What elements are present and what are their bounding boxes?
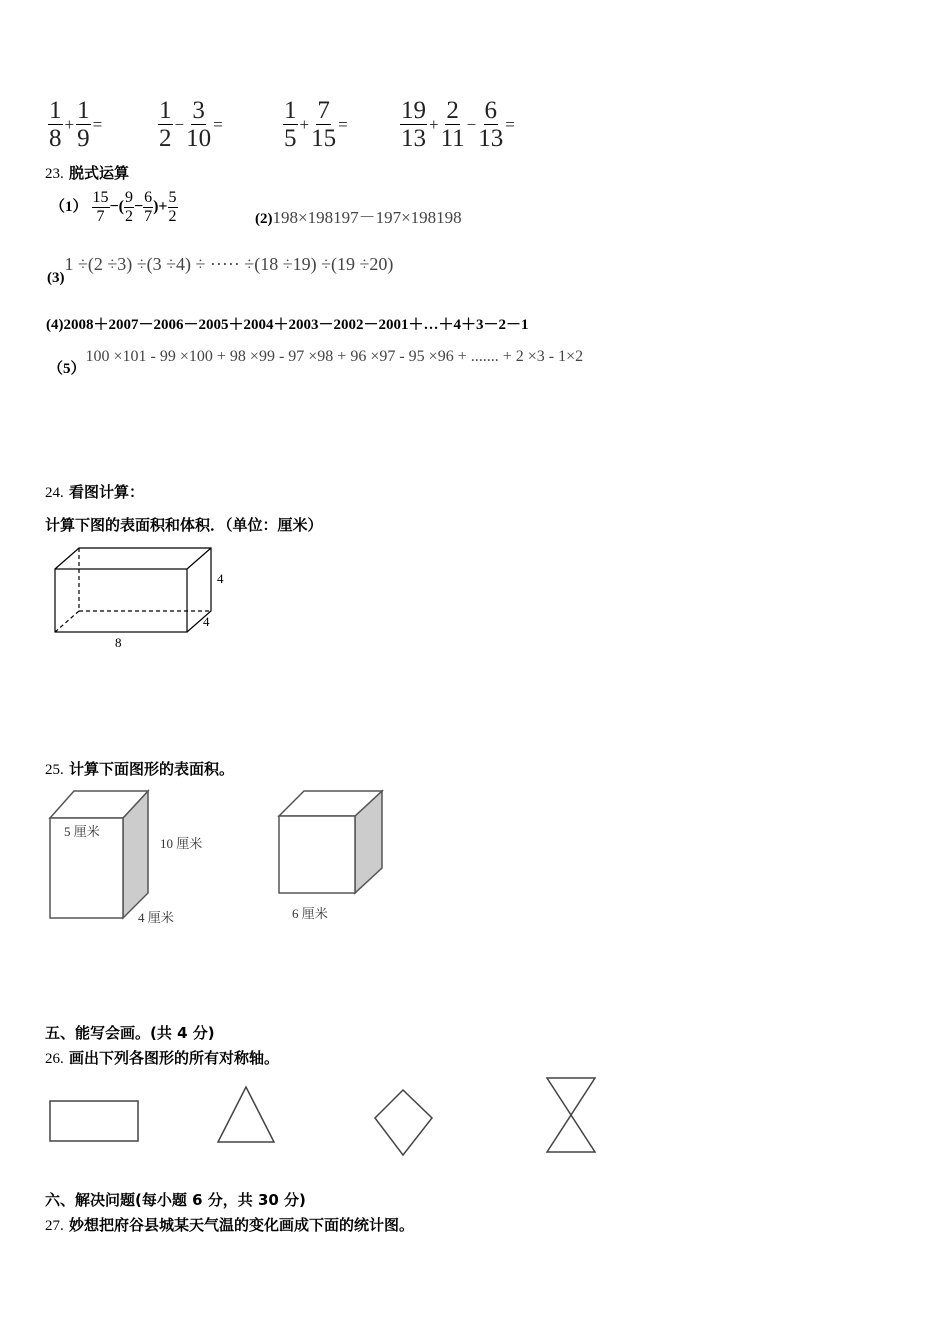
expression: 198×198197－197×198198 [272, 208, 462, 227]
operator: −( [109, 198, 124, 216]
hourglass-shape [547, 1078, 595, 1152]
equals: = [213, 115, 223, 135]
width-label: 5 厘米 [64, 824, 100, 839]
section-5-heading: 五、能写会画。(共 4 分) [45, 1024, 215, 1042]
question-number: 23. [45, 166, 64, 182]
question-number: 25. [45, 762, 64, 778]
question-27-heading [45, 1214, 414, 1235]
question-title: 计算下面图形的表面积。 [68, 760, 234, 778]
q23-part3 [47, 254, 394, 286]
numerator: 2 [446, 97, 459, 124]
denominator: 13 [478, 125, 504, 152]
denominator: 5 [284, 125, 297, 152]
denominator: 11 [440, 125, 465, 152]
numerator: 5 [168, 189, 177, 206]
question-26-heading [45, 1047, 279, 1068]
numerator: 1 [49, 97, 62, 124]
rhombus-shape [375, 1090, 432, 1155]
numerator: 9 [124, 189, 133, 206]
q23-part2 [255, 203, 462, 228]
section-6-heading: 六、解决问题(每小题 6 分，共 30 分) [45, 1191, 306, 1209]
depth-label: 4 厘米 [138, 910, 174, 925]
numerator: 6 [484, 97, 498, 124]
expression: 1 ÷(2 ÷3) ÷(3 ÷4) ÷ ····· ÷(18 ÷19) ÷(19 ÷20) [64, 254, 394, 274]
operator: )+ [153, 198, 168, 216]
equals: = [505, 115, 515, 135]
operator: + [64, 115, 75, 135]
triangle-shape [218, 1087, 274, 1142]
numerator: 1 [284, 97, 297, 124]
question-title: 看图计算： [68, 483, 144, 501]
fraction-expression [400, 98, 517, 151]
fraction-expression [158, 98, 225, 151]
part-label: (2) [255, 211, 273, 227]
denominator: 8 [49, 125, 62, 152]
q23-part5 [48, 345, 584, 377]
edge-label: 6 厘米 [292, 906, 328, 921]
question-25-heading [45, 758, 234, 779]
question-title: 画出下列各图形的所有对称轴。 [68, 1049, 279, 1067]
numerator: 7 [317, 97, 330, 124]
question-title: 脱式运算 [68, 164, 129, 182]
rectangle-shape [50, 1101, 138, 1141]
numerator: 15 [92, 189, 109, 206]
question-24-heading [45, 481, 144, 502]
numerator: 3 [192, 97, 205, 124]
denominator: 13 [401, 125, 426, 152]
numerator: 1 [159, 97, 172, 124]
numerator: 19 [401, 97, 426, 124]
q23-part4: (4)2008＋2007－2006－2005＋2004＋2003－2002－2001＋…＋4＋3－2－1 [46, 317, 529, 333]
denominator: 7 [96, 208, 105, 225]
denominator: 10 [186, 125, 212, 152]
operator: − [174, 115, 185, 135]
operator: + [429, 115, 439, 135]
operator: + [299, 115, 310, 135]
question-23-heading [45, 162, 129, 183]
denominator: 2 [168, 208, 177, 225]
length-label: 8 [115, 635, 122, 650]
question-number: 26. [45, 1051, 64, 1067]
cuboid-diagram [50, 545, 240, 650]
rectangular-box-diagram [48, 788, 158, 923]
cube-diagram [277, 788, 387, 898]
fraction-expression [283, 98, 350, 151]
expression: 100 ×101 - 99 ×100 + 98 ×99 - 97 ×98 + 96 ×97 - 95 ×96 + ....... + 2 ×3 - 1×2 [85, 348, 584, 365]
equals: = [338, 115, 348, 135]
numerator: 1 [77, 97, 90, 124]
question-title: 妙想把府谷县城某天气温的变化画成下面的统计图。 [68, 1216, 414, 1234]
denominator: 7 [144, 208, 153, 225]
denominator: 2 [159, 125, 172, 152]
question-number: 27. [45, 1218, 64, 1234]
part-label: (3) [47, 270, 65, 286]
operator: − [466, 115, 477, 135]
equals: = [92, 115, 103, 135]
denominator: 9 [77, 125, 90, 152]
denominator: 2 [124, 208, 133, 225]
numerator: 6 [144, 189, 153, 206]
depth-label: 4 [203, 614, 210, 629]
part-label: （5） [48, 361, 86, 377]
symmetry-shapes [45, 1075, 605, 1160]
q23-part1 [50, 190, 178, 225]
operator: − [133, 198, 144, 216]
height-label: 4 [217, 571, 224, 586]
question-number: 24. [45, 485, 64, 501]
part-label: （1） [50, 199, 88, 216]
question-24-instruction: 计算下图的表面积和体积．（单位：厘米） [45, 516, 323, 534]
denominator: 15 [311, 125, 337, 152]
fraction-expression [48, 98, 104, 151]
height-label: 10 厘米 [160, 836, 203, 851]
